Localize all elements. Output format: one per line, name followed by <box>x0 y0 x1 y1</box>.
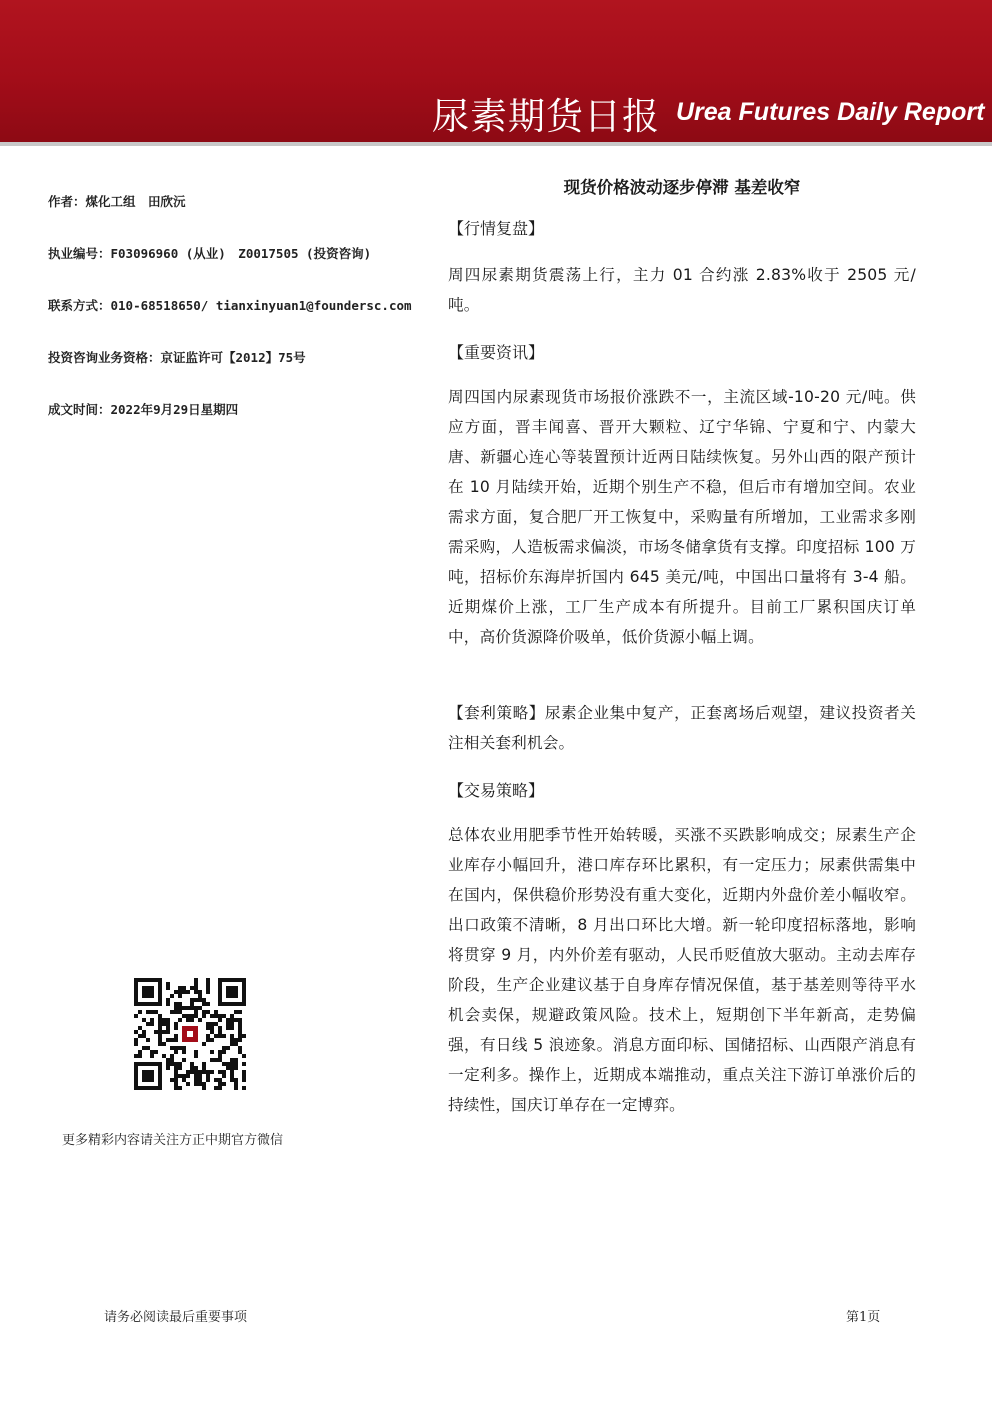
qr-caption: 更多精彩内容请关注方正中期官方微信 <box>62 1133 284 1148</box>
news-text: 周四国内尿素现货市场报价涨跌不一，主流区域-10-20 元/吨。供应方面，晋丰闻喜、晋开大颗粒、辽宁华锦、宁夏和宁、内蒙大唐、新疆心连心等装置预计近两日陆续恢复。另外山西的限产预计在 10 月陆续开始，近期个别生产不稳，但后市有增加空间。农业需求方面，复合肥厂开工恢复中，采购量有所增加，工业需求多刚需采购，人造板需求偏淡，市场冬储拿货有支撑。印度招标 100 万吨，招标价东海岸折国内 645 美元/吨，中国出口量将有 3-4 船。近期煤价上涨，工厂生产成本有所提升。目前工厂累积国庆订单中，高价货源降价吸单，低价货源小幅上调。 <box>448 388 916 646</box>
author-line: 作者：煤化工组 田欣沅 <box>48 194 186 209</box>
section-trading-heading: 【交易策略】 <box>448 781 545 800</box>
article-headline: 现货价格波动逐步停滞 基差收窄 <box>563 178 801 197</box>
footer-notice: 请务必阅读最后重要事项 <box>104 1310 248 1325</box>
qr-code-icon <box>134 978 246 1090</box>
arbitrage-text: 【套利策略】尿素企业集中复产，正套离场后观望，建议投资者关注相关套利机会。 <box>448 704 916 752</box>
market-review-text: 周四尿素期货震荡上行，主力 01 合约涨 2.83%收于 2505 元/吨。 <box>448 266 916 314</box>
trading-text: 总体农业用肥季节性开始转暖，买涨不买跌影响成交；尿素生产企业库存小幅回升，港口库存环比累积，有一定压力；尿素供需集中在国内，保供稳价形势没有重大变化，近期内外盘价差小幅收窄。出口政策不清晰，8 月出口环比大增。新一轮印度招标落地，影响将贯穿 9 月，内外价差有驱动，人民币贬值放大驱动。主动去库存阶段，生产企业建议基于自身库存情况保值，基于基差则等待平水机会卖保，规避政策风险。技术上，短期创下半年新高，走势偏强，有日线 5 浪迹象。消息方面印标、国储招标、山西限产消息有一定利多。操作上，近期成本端推动，重点关注下游订单涨价后的持续性，国庆订单存在一定博弈。 <box>448 826 916 1114</box>
report-title-cn: 尿素期货日报 <box>432 95 660 138</box>
contact-line: 联系方式：010-68518650/ tianxinyuan1@foundersc.com <box>48 298 412 313</box>
author-info <box>48 192 438 452</box>
report-title-en: Urea Futures Daily Report <box>676 98 985 126</box>
header-divider <box>0 142 992 146</box>
license-line: 执业编号：F03096960 (从业) Z0017505 (投资咨询) <box>48 246 372 261</box>
date-line: 成文时间：2022年9月29日星期四 <box>48 402 239 417</box>
qualification-line: 投资咨询业务资格：京证监许可【2012】75号 <box>48 350 306 365</box>
page-number: 第1页 <box>846 1310 881 1325</box>
section-news-heading: 【重要资讯】 <box>448 343 545 362</box>
section-market-review-heading: 【行情复盘】 <box>448 219 545 238</box>
